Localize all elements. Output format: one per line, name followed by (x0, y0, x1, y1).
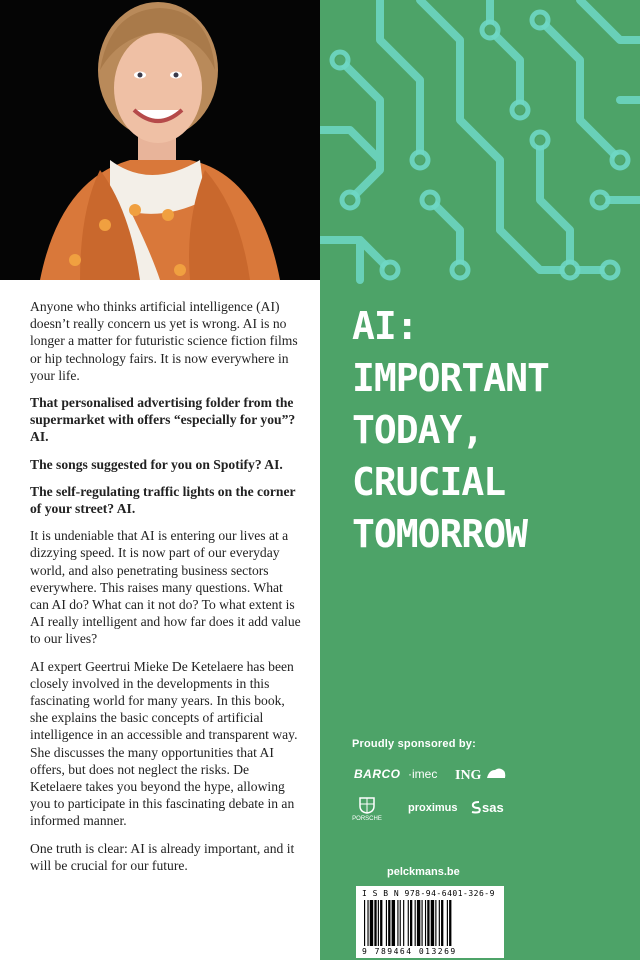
author-portrait-illustration (0, 0, 320, 280)
blurb-paragraph-5: It is undeniable that AI is entering our lives at a dizzying speed. It is now part of our everyday world, and also penetrating business sectors everywhere. This raises many questions. What can AI do? What can it not do? To what extent is AI really intelligent and how far does it add value to our lives? (30, 528, 301, 647)
barcode-bar (422, 900, 423, 946)
sponsored-label: Proudly sponsored by: (352, 738, 476, 750)
barcode-bar (427, 900, 429, 946)
barcode-bars (362, 900, 498, 948)
barcode-bar (435, 900, 436, 946)
porsche-crest-icon (359, 796, 375, 814)
barcode-bar (370, 900, 373, 946)
book-title (352, 300, 632, 560)
lion-icon (485, 766, 507, 780)
back-cover-blurb (0, 280, 320, 960)
porsche-logo-label: PORSCHE (352, 816, 382, 822)
title-line-3: TODAY, (352, 408, 484, 452)
proximus-logo: proximus (408, 802, 458, 814)
barcode-bar (367, 900, 368, 946)
barcode-bar (431, 900, 434, 946)
barcode-digits: 9 789464 013269 (362, 947, 457, 956)
title-line-4: CRUCIAL (352, 460, 506, 504)
imec-logo-label: imec (412, 767, 438, 781)
barcode-bar (388, 900, 390, 946)
barcode-bar (378, 900, 379, 946)
blurb-paragraph-2: That personalised advertising folder from the supermarket with offers “especially for you”? AI. (30, 395, 296, 445)
barcode-bar (410, 900, 412, 946)
barco-logo: BARCO (354, 767, 401, 781)
porsche-logo (352, 796, 382, 822)
sas-logo-label: sas (482, 800, 504, 815)
imec-logo (408, 767, 437, 781)
blurb-paragraph-1: Anyone who thinks artificial intelligence (AI) doesn’t really concern us yet is wrong. AI is no longer a matter for futuristic science fiction films or hip technology fairs. It is now everywhere in your life. (30, 299, 298, 383)
barcode-bar (425, 900, 426, 946)
sas-logo (470, 800, 504, 815)
ing-logo-label: ING (455, 768, 482, 783)
isbn-text: I S B N 978-94-6401-326-9 (362, 889, 495, 898)
blurb-paragraph-4: The self-regulating traffic lights on the corner of your street? AI. (30, 483, 296, 517)
barcode-bar (364, 900, 365, 946)
barcode-bar (392, 900, 395, 946)
barcode-bar (449, 900, 451, 946)
imec-mark-icon: · (408, 767, 412, 781)
title-line-5: TOMORROW (352, 512, 528, 556)
barcode-box (356, 886, 504, 958)
author-photo (0, 0, 320, 280)
sas-swirl-icon (470, 800, 482, 814)
barcode-bar (439, 900, 440, 946)
barcode-bar (441, 900, 443, 946)
barcode-bar (415, 900, 416, 946)
blurb-paragraph-7: One truth is clear: AI is already important, and it will be crucial for our future. (30, 840, 295, 873)
ing-logo (455, 766, 507, 784)
barcode-bar (447, 900, 448, 946)
blurb-paragraph-3: The songs suggested for you on Spotify? AI. (30, 456, 283, 472)
barcode-bar (397, 900, 398, 946)
barcode-bar (400, 900, 401, 946)
publisher-website: pelckmans.be (387, 866, 460, 878)
barcode-bar (408, 900, 409, 946)
barcode-bar (374, 900, 376, 946)
barcode-bar (380, 900, 382, 946)
title-line-1: AI: (352, 304, 418, 348)
barcode-bar (403, 900, 404, 946)
barcode-bar (386, 900, 387, 946)
title-line-2: IMPORTANT (352, 356, 549, 400)
blurb-paragraph-6: AI expert Geertrui Mieke De Ketelaere has been closely involved in the developments in this fascinating world for many years. In this book, she explains the basic concepts of artificial intelligence in an accessible and transparent way. She discusses the many opportunities that AI offers, but does not neglect the risks. De Ketelaere takes you beyond the hype, allowing you to participate in this fascinating debate in an informed manner. (30, 658, 298, 829)
barcode-bar (417, 900, 420, 946)
